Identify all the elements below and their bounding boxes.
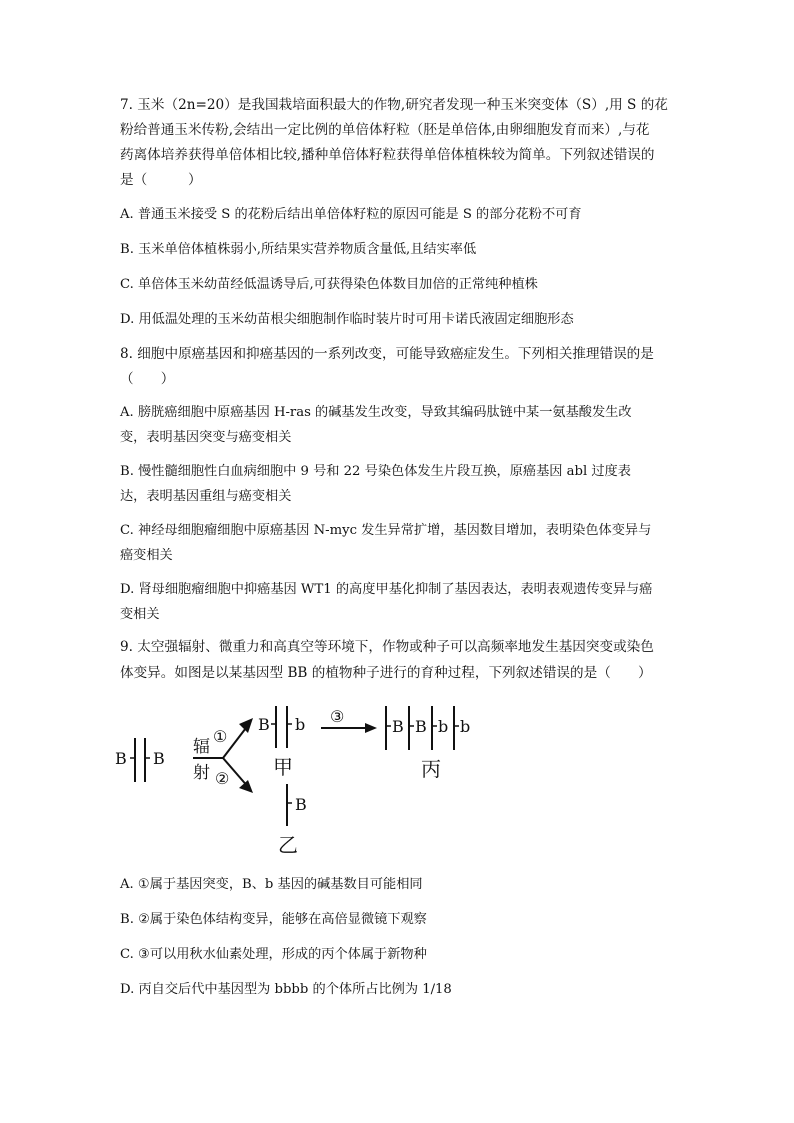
bing-label: 丙 (421, 757, 441, 781)
jia-gene-right: b (295, 715, 306, 734)
q7-option-d: D. 用低温处理的玉米幼苗根尖细胞制作临时装片时可用卡诺氏液固定细胞形态 (120, 312, 574, 327)
q8-option-b-line-2: 达，表明基因重组与癌变相关 (120, 489, 292, 504)
yi-gene-right: B (295, 795, 307, 814)
arrowhead-to-bing (365, 723, 377, 733)
q8-stem-line-1: 8. 细胞中原癌基因和抑癌基因的一系列改变，可能导致癌症发生。下列相关推理错误的是 (120, 346, 654, 362)
q8-option-a-line-1: A. 膀胱癌细胞中原癌基因 H-ras 的碱基发生改变，导致其编码肽链中某一氨基酸发生改 (120, 405, 632, 420)
bing-gene-1: B (392, 717, 404, 736)
yi-label: 乙 (278, 833, 298, 857)
q9-stem-line-1: 9. 太空强辐射、微重力和高真空等环境下，作物或种子可以高频率地发生基因突变或染色 (120, 639, 654, 655)
q8-stem-line-2: （ ） (120, 371, 175, 387)
q7-stem-line-2: 粉给普通玉米传粉,会结出一定比例的单倍体籽粒（胚是单倍体,由卵细胞发育而来）,与花 (120, 122, 650, 138)
q7-stem-line-4: 是（ ） (120, 172, 202, 188)
arrowhead-to-yi (239, 780, 253, 793)
q9-option-b: B. ②属于染色体结构变异，能够在高倍显微镜下观察 (120, 912, 427, 927)
q7-stem-line-3: 药离体培养获得单倍体相比较,播种单倍体籽粒获得单倍体植株较为简单。下列叙述错误的 (120, 147, 655, 163)
q7-option-b: B. 玉米单倍体植株弱小,所结果实营养物质含量低,且结实率低 (120, 242, 477, 257)
q8-option-c-line-1: C. 神经母细胞瘤细胞中原癌基因 N-myc 发生异常扩增，基因数目增加，表明染色体变异与 (120, 523, 652, 538)
bing-gene-2: B (415, 717, 427, 736)
q8-option-a-line-2: 变，表明基因突变与癌变相关 (120, 430, 292, 445)
q7-stem-line-1: 7. 玉米（2n=20）是我国栽培面积最大的作物,研究者发现一种玉米突变体（S）,用 S 的花 (120, 97, 668, 113)
radiation-label-top: 辐 (193, 737, 210, 757)
step-2-marker: ② (215, 769, 230, 788)
q8-option-d-line-2: 变相关 (120, 607, 160, 622)
q9-stem-line-2: 体变异。如图是以某基因型 BB 的植物种子进行的育种过程，下列叙述错误的是（ ） (120, 665, 652, 681)
q9-option-c: C. ③可以用秋水仙素处理，形成的丙个体属于新物种 (120, 947, 427, 962)
q8-option-b-line-1: B. 慢性髓细胞性白血病细胞中 9 号和 22 号染色体发生片段互换，原癌基因 abl 过度表 (120, 464, 631, 479)
radiation-label-bottom: 射 (193, 763, 210, 783)
step-1-marker: ① (213, 727, 228, 746)
q9-option-d: D. 丙自交后代中基因型为 bbbb 的个体所占比例为 1/18 (120, 982, 452, 997)
jia-gene-left: B (258, 715, 270, 734)
start-gene-left: B (115, 749, 127, 768)
q8-option-c-line-2: 癌变相关 (120, 548, 173, 563)
step-3-marker: ③ (330, 707, 345, 726)
arrowhead-to-jia (239, 718, 253, 733)
q8-option-d-line-1: D. 肾母细胞瘤细胞中抑癌基因 WT1 的高度甲基化抑制了基因表达，表明表观遗传变异与癌 (120, 582, 653, 597)
bing-gene-4: b (460, 717, 471, 736)
bing-gene-3: b (438, 717, 449, 736)
q7-option-c: C. 单倍体玉米幼苗经低温诱导后,可获得染色体数目加倍的正常纯种植株 (120, 277, 538, 292)
breeding-diagram (115, 700, 495, 860)
q9-option-a: A. ①属于基因突变，B、b 基因的碱基数目可能相同 (120, 877, 423, 892)
q7-option-a: A. 普通玉米接受 S 的花粉后结出单倍体籽粒的原因可能是 S 的部分花粉不可育 (120, 207, 582, 222)
start-gene-right: B (153, 749, 165, 768)
jia-label: 甲 (273, 755, 293, 779)
